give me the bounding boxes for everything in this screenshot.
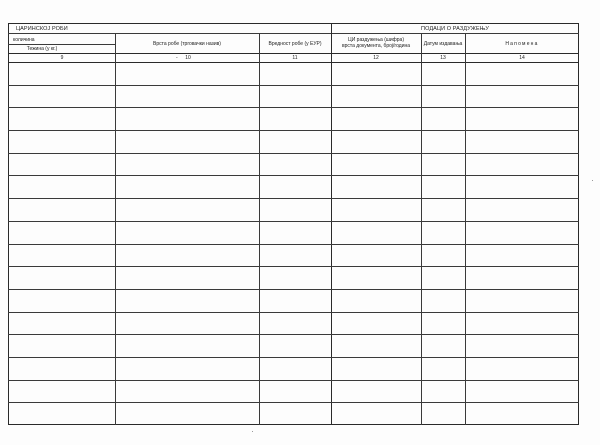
column-number-12: 12 xyxy=(373,55,379,61)
goods-type-label: Врста робе (трговачки назив) xyxy=(153,41,221,47)
column-number-14: 14 xyxy=(519,55,525,61)
notes-label: Напомена xyxy=(505,41,539,47)
quantity-subdivider xyxy=(8,44,115,45)
table-row-divider xyxy=(8,130,579,131)
discharge-id-label-line1: ЦИ раздужења (шифра) xyxy=(347,37,405,43)
table-row-divider xyxy=(8,107,579,108)
column-number-11: 11 xyxy=(292,55,298,61)
acceptance-date-label: Датум издавања xyxy=(423,41,463,47)
col-divider-5 xyxy=(465,33,466,425)
table-row-divider xyxy=(8,153,579,154)
column-number-9: 9 xyxy=(60,55,64,61)
group-title-left: ЦАРИНСКОЈ РОБИ xyxy=(16,26,68,32)
column-number-10-dash: - xyxy=(176,55,178,61)
value-label: Вредност робе (у ЕУР) xyxy=(268,41,322,47)
form-table-frame xyxy=(8,23,579,425)
col-divider-2 xyxy=(259,33,260,425)
table-row-divider xyxy=(8,289,579,290)
column-number-divider xyxy=(8,62,579,63)
col-divider-1 xyxy=(115,33,116,425)
column-number-10: 10 xyxy=(185,55,191,61)
weight-label: Тежина (у кг.) xyxy=(26,46,58,52)
col-divider-3 xyxy=(331,23,332,425)
table-row-divider xyxy=(8,244,579,245)
table-row-divider xyxy=(8,221,579,222)
group-title-right: ПОДАЦИ О РАЗДУЖЕЊУ xyxy=(421,26,489,32)
table-row-divider xyxy=(8,334,579,335)
table-row-divider xyxy=(8,175,579,176)
table-row-divider xyxy=(8,266,579,267)
table-row-divider xyxy=(8,357,579,358)
discharge-id-label-line2: врста документа, број/година xyxy=(341,43,411,49)
table-row-divider xyxy=(8,402,579,403)
column-header-divider xyxy=(8,53,579,54)
quantity-label: количина xyxy=(13,37,35,43)
table-row-divider xyxy=(8,198,579,199)
column-number-13: 13 xyxy=(440,55,446,61)
table-row-divider xyxy=(8,380,579,381)
table-row-divider xyxy=(8,85,579,86)
group-title-divider xyxy=(8,33,579,34)
col-divider-4 xyxy=(421,33,422,425)
scan-speck xyxy=(592,180,593,181)
table-row-divider xyxy=(8,312,579,313)
scan-speck xyxy=(252,431,253,432)
